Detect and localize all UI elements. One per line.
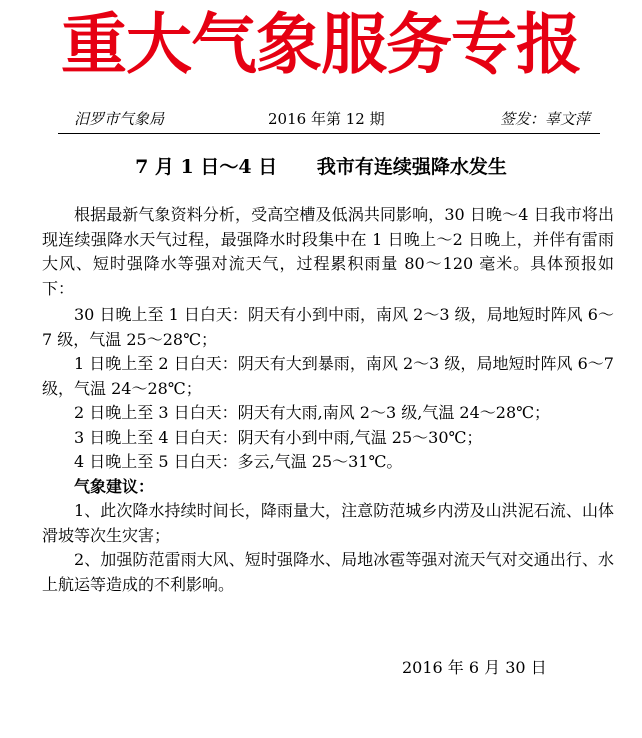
bulletin-headline: 7 月 1 日～4 日 我市有连续强降水发生 <box>135 156 507 178</box>
masthead <box>0 2 642 88</box>
forecast-item: 4 日晚上至 5 日白天：多云,气温 25～31℃。 <box>74 452 403 471</box>
issue-date: 2016 年 6 月 30 日 <box>402 658 547 677</box>
forecast-item: 30 日晚上至 1 日白天：阴天有小到中雨，南风 2～3 级，局地短时阵风 6～7 级，气温 25～28℃； <box>42 305 614 349</box>
advice-item: 2、加强防范雷雨大风、短时强降水、局地冰雹等强对流天气对交通出行、水上航运等造成的不利影响。 <box>42 550 614 594</box>
issue-info-row <box>58 108 600 130</box>
header-divider <box>58 133 600 134</box>
advice-item: 1、此次降水持续时间长，降雨量大，注意防范城乡内涝及山洪泥石流、山体滑坡等次生灾害； <box>42 501 614 545</box>
intro-paragraph: 根据最新气象资料分析，受高空槽及低涡共同影响，30 日晚～4 日我市将出现连续强降水天气过程，最强降水时段集中在 1 日晚上～2 日晚上，并伴有雷雨大风、短时强降水等强对流天气，过程累积雨量 80～120 毫米。具体预报如下： <box>42 205 614 298</box>
forecast-item: 3 日晚上至 4 日白天：阴天有小到中雨,气温 25～30℃； <box>74 427 483 447</box>
advice-heading: 气象建议： <box>74 476 155 496</box>
forecast-item: 2 日晚上至 3 日白天：阴天有大雨,南风 2～3 级,气温 24～28℃； <box>74 403 551 422</box>
forecast-item: 1 日晚上至 2 日白天：阴天有大到暴雨，南风 2～3 级，局地短时阵风 6～7 级，气温 24～28℃； <box>42 354 614 398</box>
bulletin-body <box>42 203 614 597</box>
issuer-name: 汨罗市气象局 <box>74 110 165 128</box>
masthead-title: 重大气象服务专报 <box>61 6 581 83</box>
signer: 签发：辜文萍 <box>499 110 590 128</box>
issue-number: 2016 年第 12 期 <box>268 110 385 128</box>
